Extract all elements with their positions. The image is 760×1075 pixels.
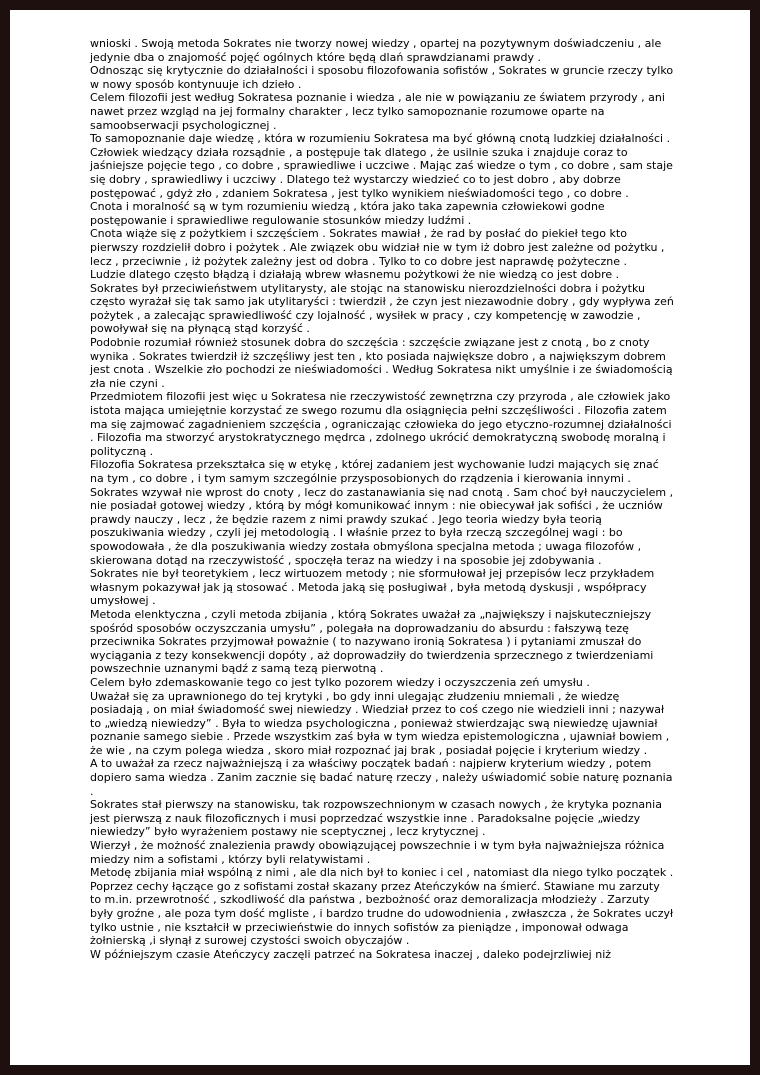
paragraph: W późniejszym czasie Ateńczycy zaczęli patrzeć na Sokratesa inaczej , daleko podejrzliwiej niż [90, 947, 612, 961]
paragraph: Cnota wiąże się z pożytkiem i szczęściem . Sokrates mawiał , że rad by posłać do piekieł tego kto pierwszy rozdzielił dobro i pożytek . Ale związek obu widział nie w tym iż dobro jest zależne od pożytku , lecz , przeciwnie , iż pożytek zależny jest od dobra . Tylko to co dobre jest naprawdę pożyteczne . [90, 227, 665, 268]
paragraph: Przedmiotem filozofii jest więc u Sokratesa nie rzeczywistość zewnętrzna czy przyroda , ale człowiek jako istota mająca umiejętnie korzystać ze swego rozumu dla osiągnięcia pełni szczęśliwości . Filozofia zatem ma się zajmować zagadnieniem szczęścia , ograniczając człowieka do jego etyczno-rozumnej działalności . Filozofia ma stworzyć arystokratycznego mędrca , zdolnego ukrócić demokratyczną swobodę moralną i polityczną . [90, 390, 672, 458]
document-body [90, 37, 674, 961]
paragraph: Filozofia Sokratesa przekształca się w etykę , której zadaniem jest wychowanie ludzi mających się znać na tym , co dobre , i tym samym szczególnie przysposobionych do rządzenia i kierowania innymi . [90, 458, 659, 485]
paragraph: Cnota i moralność są w tym rozumieniu wiedzą , która jako taka zapewnia człowiekowi godne postępowanie i sprawiedliwe regulowanie stosunków miedzy ludźmi . [90, 200, 605, 227]
paragraph: Sokrates był przeciwieństwem utylitarysty, ale stojąc na stanowisku nierozdzielności dobra i pożytku często wyrażał się tak samo jak utylitaryści : twierdził , że czyn jest niezawodnie dobry , gdy wypływa zeń pożytek , a zalecając sprawiedliwość czy lojalność , wysiłek w pracy , czy kompetencję w zawodzie , powoływał się na płynącą stąd korzyść . [90, 281, 674, 336]
paragraph: A to uważał za rzecz najważniejszą i za właściwy początek badań : najpierw kryterium wiedzy , potem dopiero sama wiedza . Zanim zacznie się badać naturę rzeczy , należy uświadomić sobie naturę poznania . [90, 757, 673, 798]
paragraph: Celem filozofii jest według Sokratesa poznanie i wiedza , ale nie w powiązaniu ze światem przyrody , ani nawet przez wzgląd na jej formalny charakter , lecz tylko samopoznanie rozumowe oparte na samoobserwacji psychologicznej . [90, 91, 665, 132]
paragraph: Odnosząc się krytycznie do działalności i sposobu filozofowania sofistów , Sokrates w gruncie rzeczy tylko w nowy sposób kontynuuje ich dzieło . [90, 64, 674, 91]
paragraph: Sokrates stał pierwszy na stanowisku, tak rozpowszechnionym w czasach nowych , że krytyka poznania jest pierwszą z nauk filozoficznych i musi poprzedzać wszystkie inne . Paradoksalne pojęcie „wiedzy niewiedzy” było wyrażeniem postawy nie sceptycznej , lecz krytycznej . [90, 798, 662, 839]
paragraph: To samopoznanie daje wiedzę , która w rozumieniu Sokratesa ma być główną cnotą ludzkiej działalności . Człowiek wiedzący działa rozsądnie , a postępuje tak dlatego , że usilnie szuka i znajduje coraz to jaśniejsze pojęcie tego , co dobre , sprawiedliwe i uczciwe . Mając zaś wiedze o tym , co dobre , sam staje się dobry , sprawiedliwy i uczciwy . Dlatego też wystarczy wiedzieć co to jest dobro , aby dobrze postępować , gdyż zło , zdaniem Sokratesa , jest tylko wynikiem nieświadomości tego , co dobre . [90, 132, 673, 200]
paragraph: Celem było zdemaskowanie tego co jest tylko pozorem wiedzy i oczyszczenia zeń umysłu . [90, 675, 590, 689]
paragraph: Ludzie dlatego często błądzą i działają wbrew własnemu pożytkowi że nie wiedzą co jest dobre . [90, 268, 620, 282]
paragraph: Metodę zbijania miał wspólną z nimi , ale dla nich był to koniec i cel , natomiast dla niego tylko początek . [90, 866, 674, 880]
paragraph: Metoda elenktyczna , czyli metoda zbijania , którą Sokrates uważał za „największy i najskuteczniejszy spośród sposobów oczyszczania umysłu” , polegała na doprowadzaniu do absurdu : fałszywą tezę przeciwnika Sokrates przyjmował poważnie ( to nazywano ironią Sokratesa ) i pytaniami zmuszał do wyciągania z tezy konsekwencji dopóty , aż doprowadziły do twierdzenia sprzecznego z twierdzeniami powszechnie uznanymi bądź z samą tezą pierwotną . [90, 607, 654, 676]
paragraph: wnioski . Swoją metoda Sokrates nie tworzy nowej wiedzy , opartej na pozytywnym doświadczeniu , ale jedynie dba o znajomość pojęć ogólnych które będą dlań sprawdzianami prawdy . [90, 37, 662, 64]
paragraph: Sokrates wzywał nie wprost do cnoty , lecz do zastanawiania się nad cnotą . Sam choć był nauczycielem , nie posiadał gotowej wiedzy , którą by mógł komunikować innym : nie obiecywał jak sofiści , że uczniów prawdy nauczy , lecz , że będzie razem z nimi prawdy szukać . Jego teoria wiedzy była teorią poszukiwania wiedzy , czyli jej metodologią . I właśnie przez to była rzeczą szczególnej wagi : bo spowodowała , że dla poszukiwania wiedzy została obmyślona specjalna metoda ; uwaga filozofów , skierowana dotąd na rzeczywistość , spoczęła teraz na wiedzy i na sposobie jej zdobywania . [90, 485, 674, 567]
paragraph: Uważał się za uprawnionego do tej krytyki , bo gdy inni ulegając złudzeniu mniemali , że wiedzę posiadają , on miał świadomość swej niewiedzy . Wiedział przez to coś czego nie wiedzieli inni ; nazywał to „wiedzą niewiedzy” . Była to wiedza psychologiczna , ponieważ stwierdzając swą niewiedzę ujawniał poznanie samego siebie . Przede wszystkim zaś była w tym wiedza epistemologiczna , ujawniał bowiem , że wie , na czym polega wiedza , skoro miał rozpoznać jaj brak , posiadał pojęcie i kryterium wiedzy . [90, 689, 670, 757]
paragraph: Sokrates nie był teoretykiem , lecz wirtuozem metody ; nie sformułował jej przepisów lecz przykładem własnym pokazywał jak ją stosować . Metoda jaką się posługiwał , była metodą dyskusji , współpracy umysłowej . [90, 567, 655, 608]
paragraph: Poprzez cechy łączące go z sofistami został skazany przez Ateńczyków na śmierć. Stawiane mu zarzuty to m.in. przewrotność , szkodliwość dla państwa , bezbożność oraz demoralizacja młodzieży . Zarzuty były groźne , ale poza tym dość mgliste , i bardzo trudne do udowodnienia , zwłaszcza , że Sokrates uczył tylko ustnie , nie kształcił w przeciwieństwie do innych sofistów za pieniądze , imponował odwaga żołnierską ,i słynął z surowej czystości swoich obyczajów . [90, 879, 674, 948]
paragraph: Podobnie rozumiał również stosunek dobra do szczęścia : szczęście związane jest z cnotą , bo z cnoty wynika . Sokrates twierdził iż szczęśliwy jest ten , kto posiada największe dobro , a największym dobrem jest cnota . Wszelkie zło pochodzi ze nieświadomości . Według Sokratesa nikt umyślnie i ze świadomością zła nie czyni . [90, 336, 673, 390]
paragraph: Wierzył , że możność znalezienia prawdy obowiązującej powszechnie i w tym była najważniejsza różnica miedzy nim a sofistami , którzy byli relatywistami . [90, 839, 665, 866]
